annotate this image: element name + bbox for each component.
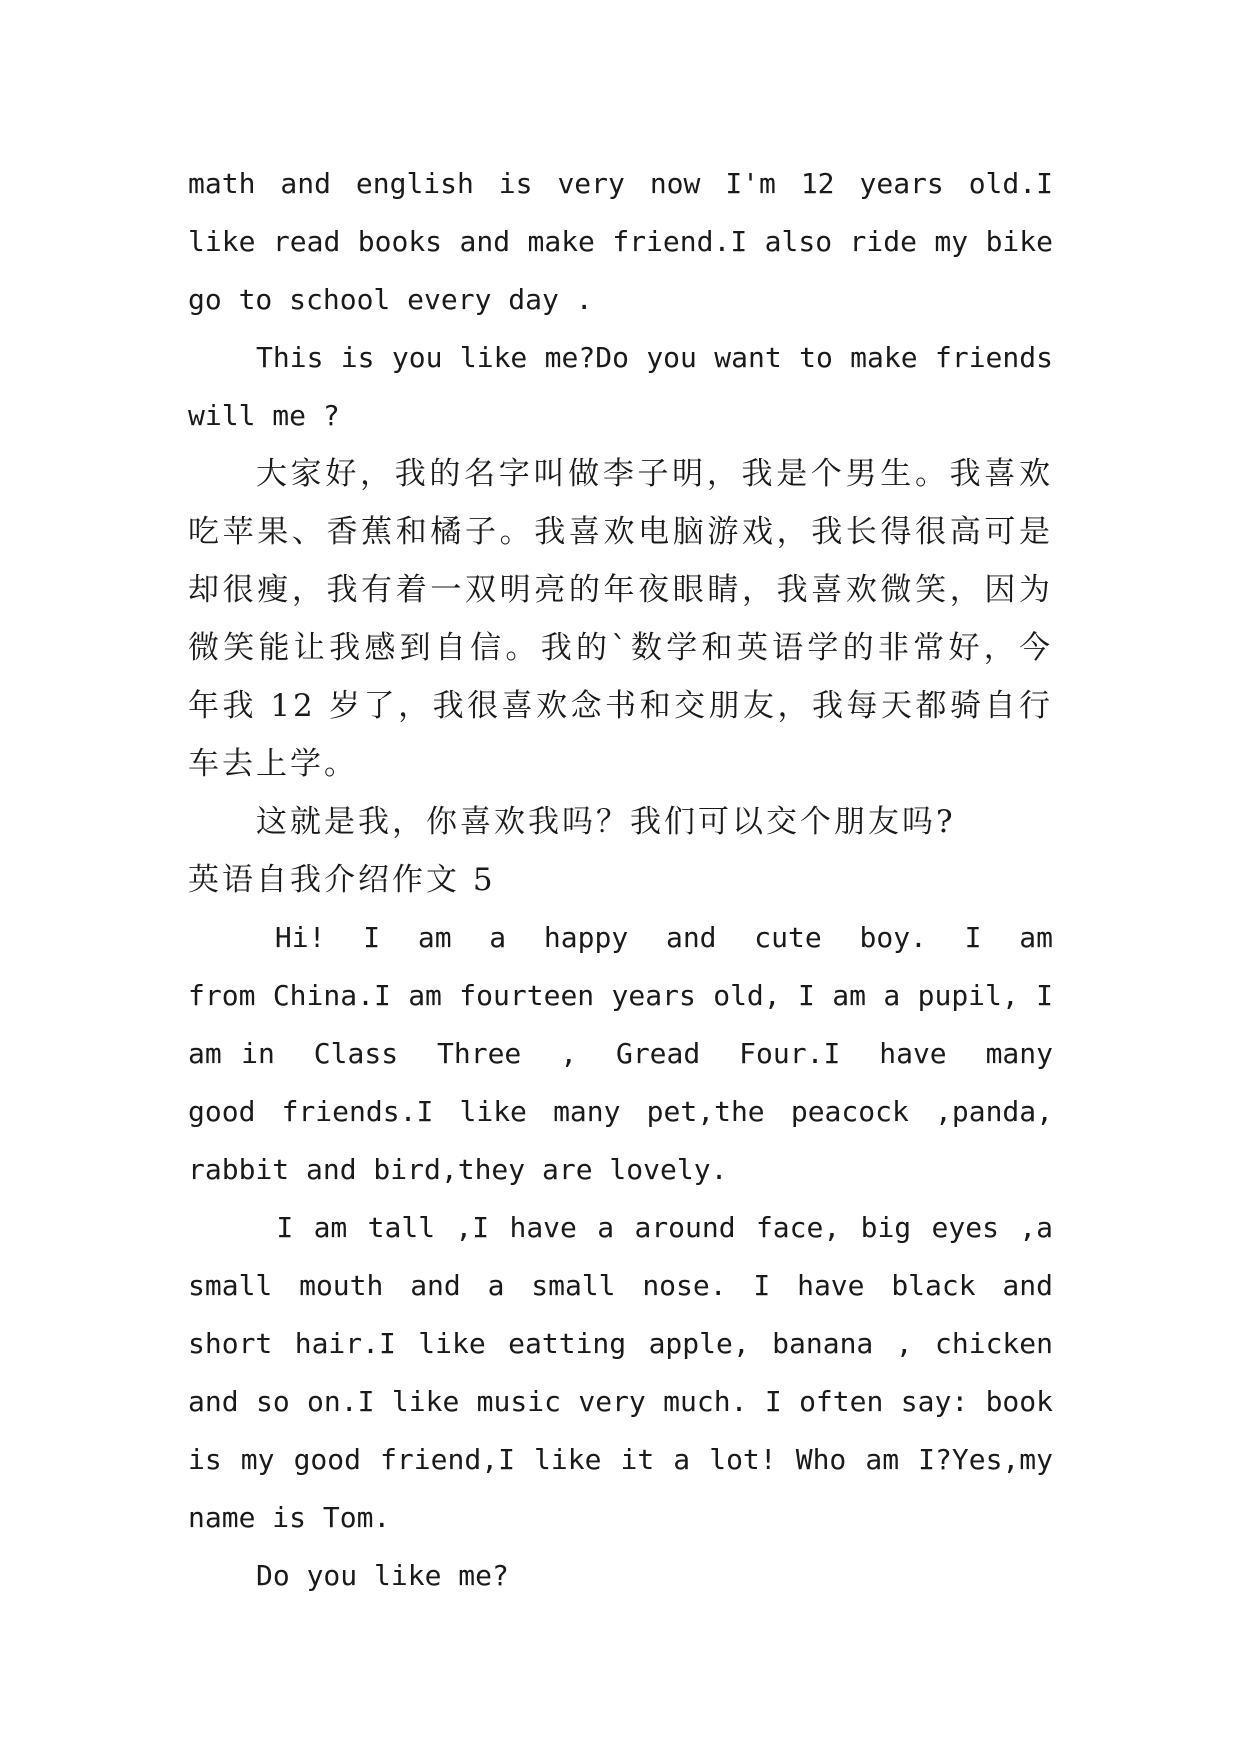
paragraph-question: This is you like me?Do you want to make friends will me ? — [188, 341, 1070, 432]
section-heading: 英语自我介绍作文 5 — [188, 862, 496, 898]
paragraph-chinese-intro: 大家好，我的名字叫做李子明，我是个男生。我喜欢吃苹果、香蕉和橘子。我喜欢电脑游戏，我长得很高可是却很瘦，我有着一双明亮的年夜眼睛，我喜欢微笑，因为微笑能让我感到自信。我的`数学和英语学的非常好，今年我 12 岁了，我很喜欢念书和交朋友，我每天都骑自行车去上学。 — [188, 456, 1053, 782]
paragraph-chinese-question: 这就是我，你喜欢我吗？我们可以交个朋友吗? — [256, 804, 956, 840]
document-body — [188, 155, 1087, 1605]
paragraph-hi: Hi! I am a happy and cute boy. I am from China.I am fourteen years old, I am a pupil, I am in Class Three , Gread Four.I have many good friends.I like many pet,the peacock ,panda, rabbit and bird,they are lovely. — [188, 921, 1087, 1186]
paragraph-continuation: math and english is very now I'm 12 years old.I like read books and make friend.I also ride my bike go to school every day . — [188, 167, 1070, 316]
paragraph-appearance: I am tall ,I have a around face, big eyes ,a small mouth and a small nose. I have black and short hair.I like eatting apple, banana , chicken and so on.I like music very much. I often say: book is my good friend,I like it a lot! Who am I?Yes,my name is Tom. — [188, 1211, 1070, 1534]
paragraph-closing: Do you like me? — [256, 1559, 509, 1592]
